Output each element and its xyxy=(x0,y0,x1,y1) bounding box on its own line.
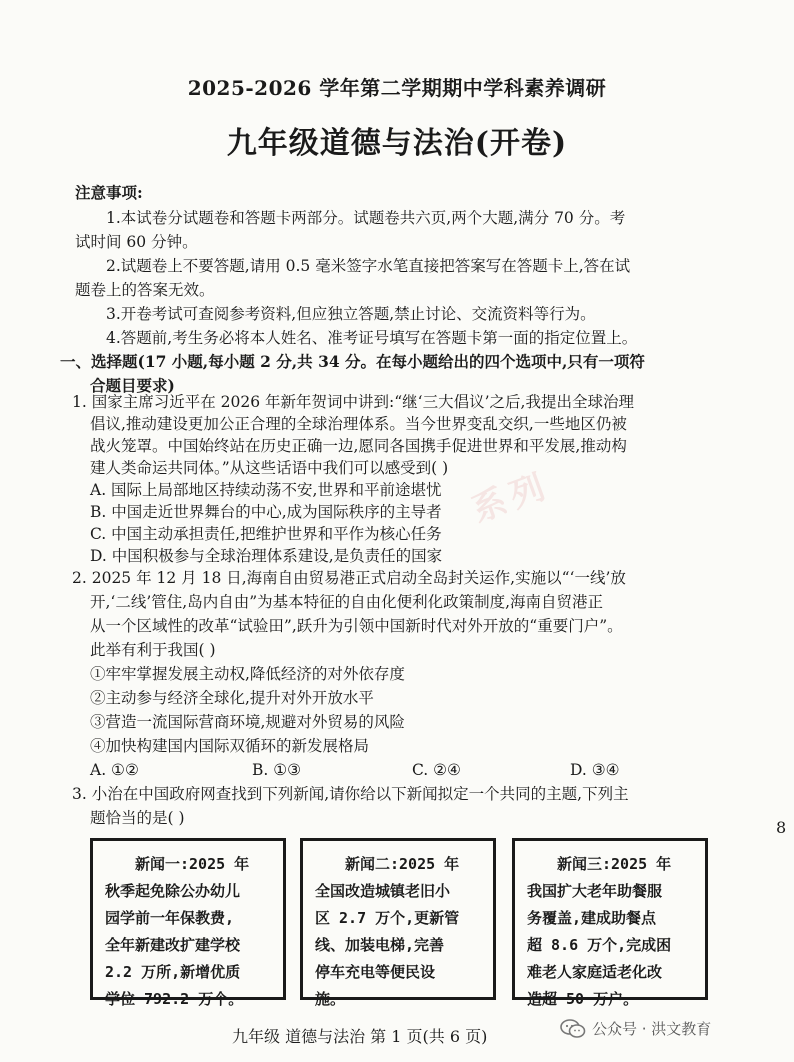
q1-stem-line-4: 建人类命运共同体。”从这些话语中我们可以感受到( ) xyxy=(90,459,449,477)
q1-stem-line-2: 倡议,推动建设更加公正合理的全球治理体系。当今世界变乱交织,一些地区仍被 xyxy=(90,415,627,433)
news-1-line-6: 学位 792.2 万个。 xyxy=(105,990,244,1008)
notice-item-2-line-1: 2.试题卷上不要答题,请用 0.5 毫米签字水笔直接把答案写在答题卡上,答在试 xyxy=(106,257,631,275)
news-2-line-5: 停车充电等便民设 xyxy=(315,963,436,981)
q2-statement-1: ①牢牢掌握发展主动权,降低经济的对外依存度 xyxy=(90,665,405,683)
q3-stem-line-2: 题恰当的是( ) xyxy=(90,809,185,827)
news-1-line-3: 园学前一年保教费, xyxy=(105,909,235,927)
exam-title: 2025-2026 学年第二学期期中学科素养调研 xyxy=(187,76,607,100)
wechat-account-name: 公众号 · 洪文教育 xyxy=(592,1020,712,1038)
side-page-number: 8 xyxy=(776,818,787,837)
q1-option-c: C. 中国主动承担责任,把维护世界和平作为核心任务 xyxy=(90,525,442,543)
q2-stem-line-1: 2. 2025 年 12 月 18 日,海南自由贸易港正式启动全岛封关运作,实施以“‘一线’放 xyxy=(72,569,626,587)
notice-item-4: 4.答题前,考生务必将本人姓名、准考证号填写在答题卡第一面的指定位置上。 xyxy=(106,329,638,347)
q2-statement-2: ②主动参与经济全球化,提升对外开放水平 xyxy=(90,689,374,707)
news-3-line-3: 务覆盖,建成助餐点 xyxy=(527,909,657,927)
news-1-line-4: 全年新建改扩建学校 xyxy=(105,936,241,954)
q2-statement-4: ④加快构建国内国际双循环的新发展格局 xyxy=(90,737,370,755)
exam-subject-title: 九年级道德与法治(开卷) xyxy=(226,126,568,161)
news-1-line-2: 秋季起免除公办幼儿 xyxy=(105,882,241,900)
q2-option-d: D. ③④ xyxy=(570,761,620,779)
q2-stem-line-3: 从一个区域性的改革“试验田”,跃升为引领中国新时代对外开放的“重要门户”。 xyxy=(90,617,623,635)
news-box-3 xyxy=(512,838,708,1008)
news-1-line-1: 新闻一:2025 年 xyxy=(135,855,250,873)
q2-statement-3: ③营造一流国际营商环境,规避对外贸易的风险 xyxy=(90,713,405,731)
section-1-heading-cont: 合题目要求) xyxy=(90,376,175,395)
news-3-line-1: 新闻三:2025 年 xyxy=(557,855,672,873)
news-2-line-2: 全国改造城镇老旧小 xyxy=(315,882,451,900)
q1-option-b: B. 中国走近世界舞台的中心,成为国际秩序的主导者 xyxy=(90,503,442,521)
q2-stem-line-2: 开,‘二线’管住,岛内自由”为基本特征的自由化便利化政策制度,海南自贸港正 xyxy=(90,593,604,611)
news-box-2 xyxy=(300,838,496,1008)
news-3-line-4: 超 8.6 万个,完成困 xyxy=(527,936,672,954)
notice-item-3: 3.开卷考试可查阅参考资料,但应独立答题,禁止讨论、交流资料等行为。 xyxy=(106,305,596,323)
notice-item-2-line-2: 题卷上的答案无效。 xyxy=(75,281,215,299)
q1-option-a: A. 国际上局部地区持续动荡不安,世界和平前途堪忧 xyxy=(90,481,442,499)
q2-stem-line-4: 此举有利于我国( ) xyxy=(90,641,216,659)
q1-stem-line-3: 战火笼罩。中国始终站在历史正确一边,愿同各国携手促进世界和平发展,推动构 xyxy=(90,437,627,455)
news-box-1 xyxy=(90,838,286,1008)
news-1-line-5: 2.2 万所,新增优质 xyxy=(105,963,241,981)
q2-option-b: B. ①③ xyxy=(252,761,302,779)
news-3-line-2: 我国扩大老年助餐服 xyxy=(527,882,663,900)
page-footer: 九年级 道德与法治 第 1 页(共 6 页) xyxy=(232,1027,488,1046)
q2-option-a: A. ①② xyxy=(90,761,139,779)
q1-stem-line-1: 1. 国家主席习近平在 2026 年新年贺词中讲到:“继‘三大倡议’之后,我提出全球治理 xyxy=(72,393,634,411)
news-3-line-6: 造超 50 万户。 xyxy=(527,990,639,1008)
watermark: 系列 xyxy=(466,465,556,531)
news-3-line-5: 难老人家庭适老化改 xyxy=(527,963,663,981)
news-2-line-4: 线、加装电梯,完善 xyxy=(315,936,445,954)
news-2-line-1: 新闻二:2025 年 xyxy=(345,855,460,873)
wechat-icon xyxy=(560,1019,586,1039)
news-2-line-3: 区 2.7 万个,更新管 xyxy=(315,909,460,927)
q2-option-c: C. ②④ xyxy=(412,761,461,779)
notice-heading: 注意事项: xyxy=(75,183,143,202)
wechat-account-tag xyxy=(560,1018,711,1039)
q3-stem-line-1: 3. 小治在中国政府网查找到下列新闻,请你给以下新闻拟定一个共同的主题,下列主 xyxy=(72,785,629,803)
q1-option-d: D. 中国积极参与全球治理体系建设,是负责任的国家 xyxy=(90,547,443,565)
news-2-line-6: 施。 xyxy=(315,990,346,1008)
notice-item-1-line-2: 试时间 60 分钟。 xyxy=(75,233,198,251)
section-1-heading: 一、选择题(17 小题,每小题 2 分,共 34 分。在每小题给出的四个选项中,只有一项符 xyxy=(60,352,645,371)
notice-item-1-line-1: 1.本试卷分试题卷和答题卡两部分。试题卷共六页,两个大题,满分 70 分。考 xyxy=(106,209,626,227)
